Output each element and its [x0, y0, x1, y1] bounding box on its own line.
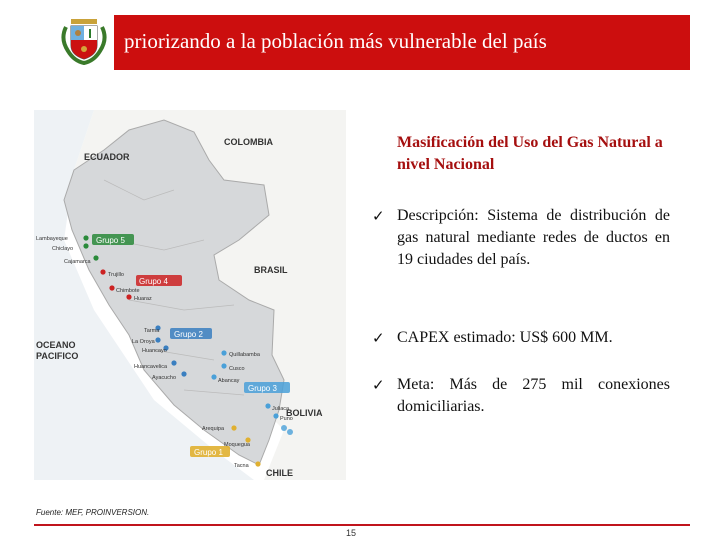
group5-label: Grupo 5: [96, 236, 125, 245]
coat-of-arms-emblem: [58, 17, 110, 67]
city-dot-juliaca: [265, 403, 270, 408]
source-note: Fuente: MEF, PROINVERSION.: [36, 508, 150, 517]
city-trujillo: Trujillo: [108, 272, 124, 278]
city-arequipa: Arequipa: [202, 426, 225, 432]
city-huancayo: Huancayo: [142, 348, 167, 354]
city-dot-cusco: [221, 363, 226, 368]
bullet-description: [372, 205, 670, 271]
label-ocean-line2: PACIFICO: [36, 351, 79, 361]
footer-divider: [34, 524, 690, 526]
group1-label: Grupo 1: [194, 448, 223, 457]
city-lambayeque: Lambayeque: [36, 236, 68, 242]
page-number: 15: [346, 528, 357, 538]
checkmark-icon: ✓: [372, 207, 385, 225]
header-title: priorizando a la población más vulnerable del país: [124, 29, 547, 53]
city-ayacucho: Ayacucho: [152, 375, 177, 381]
lake-dot-1: [281, 425, 287, 431]
group2-label: Grupo 2: [174, 330, 203, 339]
city-dot-laoroya: [155, 337, 160, 342]
label-chile: CHILE: [266, 468, 293, 478]
city-dot-huaraz: [126, 294, 131, 299]
city-chiclayo: Chiclayo: [52, 246, 74, 252]
city-dot-abancay: [211, 374, 216, 379]
city-dot-chimbote: [109, 285, 114, 290]
label-bolivia: BOLIVIA: [286, 408, 323, 418]
bullet-capex: [372, 327, 670, 349]
group4-label: Grupo 4: [139, 277, 168, 286]
bullet-text: Descripción: Sistema de distribución de gas natural mediante redes de ductos en 19 ciudades del país.: [397, 207, 670, 268]
bullet-text: Meta: Más de 275 mil conexiones domiciliarias.: [397, 376, 670, 415]
city-dot-ayacucho: [181, 371, 186, 376]
city-chimbote: Chimbote: [116, 288, 140, 294]
city-abancay: Abancay: [218, 378, 240, 384]
label-colombia: COLOMBIA: [224, 137, 273, 147]
lake-dot-2: [287, 429, 293, 435]
group3-label: Grupo 3: [248, 384, 277, 393]
city-cajamarca: Cajamarca: [64, 259, 91, 265]
bullet-text: CAPEX estimado: US$ 600 MM.: [397, 329, 613, 346]
city-quillabamba: Quillabamba: [229, 352, 260, 358]
city-huaraz: Huaraz: [134, 296, 152, 302]
bullet-meta: [372, 374, 670, 418]
city-tacna: Tacna: [234, 463, 249, 469]
city-puno: Puno: [280, 416, 293, 422]
city-dot-cajamarca: [93, 255, 98, 260]
city-dot-tacna: [255, 461, 260, 466]
label-ocean-line1: OCEANO: [36, 340, 76, 350]
city-juliaca: Juliaca: [272, 406, 290, 412]
city-cusco: Cusco: [229, 366, 245, 372]
city-huancavelica: Huancavelica: [134, 364, 168, 370]
label-brasil: BRASIL: [254, 265, 288, 275]
checkmark-icon: ✓: [372, 376, 385, 394]
section-title: Masificación del Uso del Gas Natural a nivel Nacional: [397, 134, 663, 173]
city-tarma: Tarma: [144, 328, 160, 334]
label-ecuador: ECUADOR: [84, 152, 130, 162]
city-laoroya: La Oroya: [132, 339, 155, 345]
city-dot-lambayeque: [83, 235, 88, 240]
city-dot-arequipa: [231, 425, 236, 430]
header-bar: [114, 15, 690, 70]
city-dot-puno: [273, 413, 278, 418]
city-dot-quillabamba: [221, 350, 226, 355]
city-moquegua: Moquegua: [224, 442, 250, 448]
checkmark-icon: ✓: [372, 329, 385, 347]
peru-map: [34, 110, 346, 480]
city-dot-trujillo: [100, 269, 105, 274]
city-dot-chiclayo: [83, 243, 88, 248]
city-dot-huancavelica: [171, 360, 176, 365]
